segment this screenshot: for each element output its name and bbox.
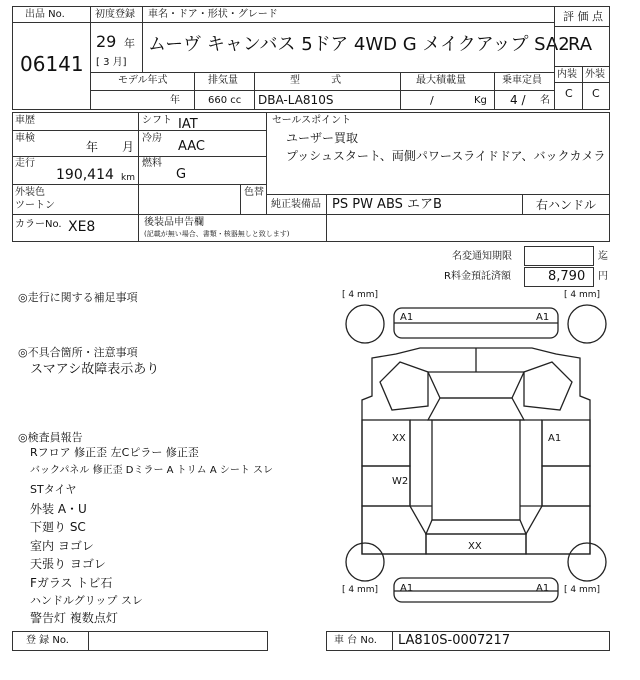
registration-number-label: 登 録 No. [26,635,69,646]
first-registration-month: [ 3 月] [96,57,127,68]
displacement-label: 排気量 [208,75,238,86]
exterior-grade: C [592,87,600,100]
sales-point-2: プッシュスタート、両側パワースライドドア、バックカメラ [286,149,606,163]
tire-front-left-icon [346,305,384,343]
recycle-fee: 8,790 [548,269,586,284]
inspector-line: バックパネル 修正歪 Dミラー A トリム A シート スレ [30,465,274,476]
exterior-color-label: 外装色 [15,187,45,198]
inspector-title: ◎検査員報告 [18,431,83,444]
first-registration-label: 初度登録 [95,9,135,20]
aftermarket-note: (記載が無い場合、書類・核器無しと致します) [144,230,290,238]
displacement: 660 cc [208,95,242,106]
capacity: 4 / [510,93,526,107]
mileage-label: 走行 [15,158,35,169]
color-number-label: カラーNo. [15,219,62,230]
interior-grade-label: 内装 [557,69,577,80]
inspection-label: 車検 [15,133,35,144]
genuine-equipment-label: 純正装備品 [271,199,321,210]
recycle-fee-unit: 円 [598,271,608,282]
damage-mark-rear-right: A1 [536,583,550,594]
overall-grade: RA [568,34,593,55]
sales-point-1: ユーザー買取 [286,131,359,145]
inspector-line: STタイヤ [30,483,77,496]
damage-mark-left-rear-door: W2 [392,476,409,487]
defect-line: スマアシ故障表示あり [30,362,160,377]
shift: IAT [178,117,198,132]
tire-depth-rear-left: [ 4 mm] [342,585,379,595]
defects-title: ◎不具合箇所・注意事項 [18,346,138,359]
model-year-label: モデル年式 [118,75,168,86]
fuel: G [176,167,187,182]
color-change-label: 色替 [244,187,264,198]
transfer-deadline-suffix: 迄 [598,251,608,262]
color-number: XE8 [68,219,96,235]
capacity-label: 乗車定員 [502,75,542,86]
year-unit: 年 [124,37,135,50]
driving-notes-title: ◎走行に関する補足事項 [18,291,138,304]
ac: AAC [178,139,205,154]
car-name: ムーヴ キャンバス 5ドア 4WD G メイクアップ SA2 [148,34,570,55]
mileage-unit: km [121,173,135,183]
capacity-unit: 名 [540,95,550,106]
inspector-line: 室内 ヨゴレ [30,539,94,553]
damage-mark-front-left: A1 [400,312,414,323]
tire-depth-rear-right: [ 4 mm] [564,585,601,595]
damage-mark-right-door: A1 [548,433,562,444]
inspector-line: ハンドルグリップ スレ [30,594,143,607]
tire-rear-left-icon [346,543,384,581]
inspection-year: 年 [86,140,99,154]
inspector-line: Fガラス トビ石 [30,576,113,590]
genuine-equipment: PS PW ABS エアB [332,197,442,212]
inspector-line: 下廻り SC [30,520,86,534]
history-label: 車歴 [15,115,35,126]
interior-grade: C [565,87,573,100]
aftermarket-label: 後装品申告欄 [144,217,204,228]
max-load-unit: Kg [474,95,487,106]
damage-mark-left-door: XX [392,433,406,444]
model-type: DBA-LA810S [258,93,334,107]
damage-mark-rear-left: A1 [400,583,414,594]
first-registration-year: 29 [96,32,117,51]
tire-front-right-icon [568,305,606,343]
transfer-deadline-label: 名変通知期限 [452,251,512,262]
damage-mark-rear-center: XX [468,541,482,552]
transfer-deadline-box [524,246,594,266]
model-year-unit: 年 [170,95,180,106]
inspector-line: 外装 A・U [30,502,87,516]
tire-rear-right-icon [568,543,606,581]
car-damage-diagram [340,286,612,634]
grade-label: 評 価 点 [563,10,603,23]
model-type-label: 型 式 [290,75,356,86]
recycle-fee-label: R料金預託済額 [444,271,511,282]
steering-side: 右ハンドル [536,198,597,212]
shift-label: シフト [142,115,172,126]
car-name-label: 車名・ドア・形状・グレード [148,9,278,20]
chassis-number-label: 車 台 No. [334,635,377,646]
inspector-line: Rフロア 修正歪 左Cピラー 修正歪 [30,446,199,459]
max-load: / [430,94,434,107]
exterior-color: ツートン [15,200,55,211]
ac-label: 冷房 [142,133,162,144]
lot-number-label: 出品 No. [25,9,65,20]
chassis-number: LA810S-0007217 [398,633,511,648]
inspector-line: 警告灯 複数点灯 [30,611,118,625]
tire-depth-front-left: [ 4 mm] [342,290,379,300]
exterior-grade-label: 外装 [585,69,605,80]
max-load-label: 最大積載量 [416,75,466,86]
damage-mark-front-right: A1 [536,312,550,323]
mileage: 190,414 [56,167,114,183]
lot-number: 06141 [20,52,84,76]
sales-point-label: セールスポイント [272,115,352,126]
inspector-line: 天張り ヨゴレ [30,557,106,571]
fuel-label: 燃料 [142,158,162,169]
inspection-month: 月 [122,140,135,154]
tire-depth-front-right: [ 4 mm] [564,290,601,300]
